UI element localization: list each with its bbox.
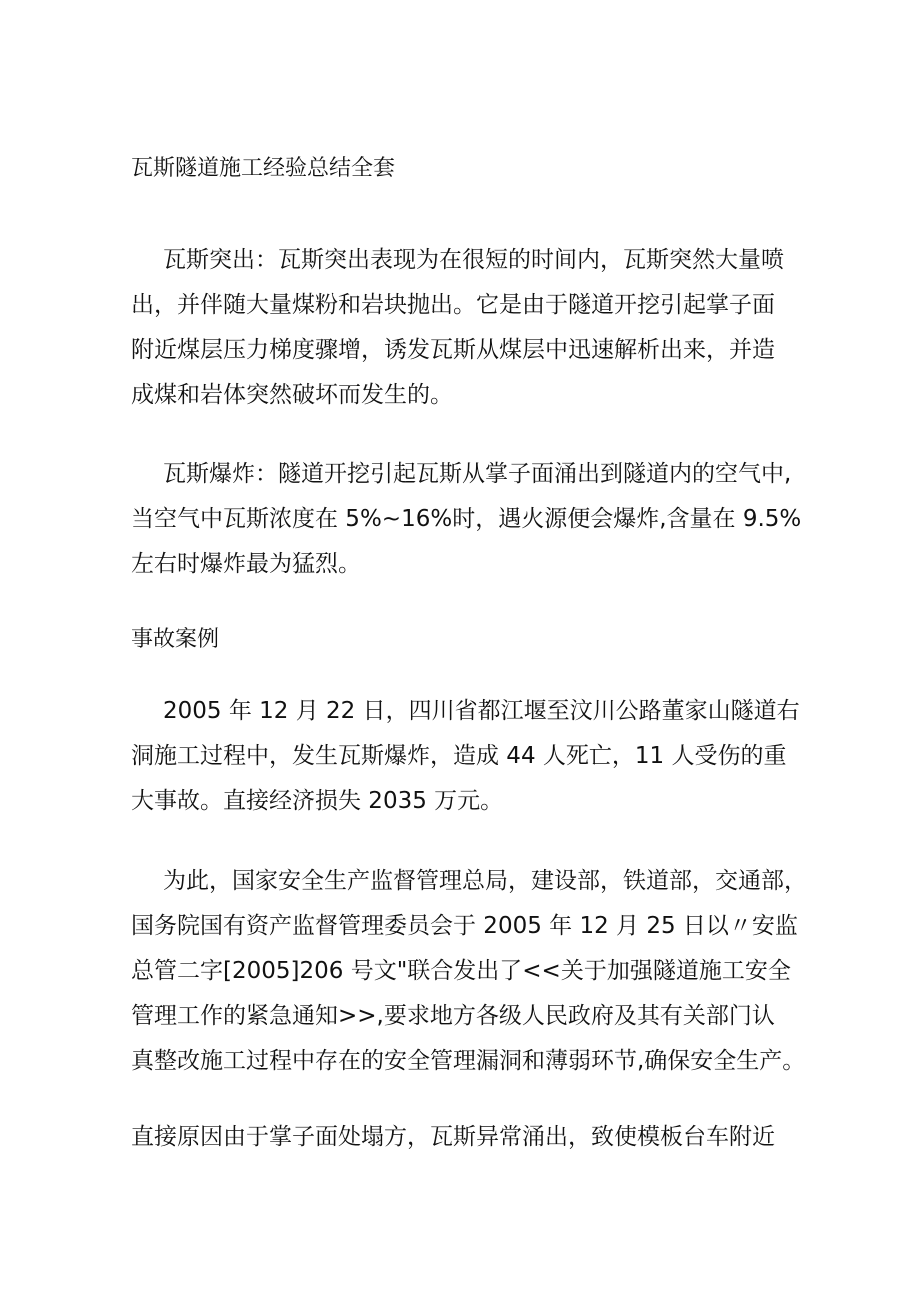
- text-line: 附近煤层压力梯度骤增，诱发瓦斯从煤层中迅速解析出来，并造: [131, 337, 775, 363]
- text-line: 左右时爆炸最为猛烈。: [131, 551, 361, 577]
- text-line: 直接原因由于掌子面处塌方，瓦斯异常涌出，致使模板台车附近: [131, 1124, 775, 1150]
- text-line: 管理工作的紧急通知>>,要求地方各级人民政府及其有关部门认: [131, 1003, 775, 1029]
- text-line: 当空气中瓦斯浓度在 5%~16%时，遇火源便会爆炸,含量在 9.5%: [131, 506, 802, 532]
- text-line: 国务院国有资产监督管理委员会于 2005 年 12 月 25 日以〃安监: [131, 913, 798, 939]
- text-line: 出，并伴随大量煤粉和岩块抛出。它是由于隧道开挖引起掌子面: [131, 292, 775, 318]
- text-line: 总管二字[2005]206 号文"联合发出了<<关于加强隧道施工安全: [131, 958, 791, 984]
- text-line: 大事故。直接经济损失 2035 万元。: [131, 788, 504, 814]
- text-line: 瓦斯爆炸：隧道开挖引起瓦斯从掌子面涌出到隧道内的空气中,: [163, 461, 792, 487]
- paragraph-direct-cause: [131, 1115, 796, 1160]
- paragraph-gas-explosion: [131, 452, 802, 587]
- paragraph-government-notice: [131, 859, 807, 1084]
- paragraph-case-2005: [131, 689, 800, 824]
- text-line: 成煤和岩体突然破坏而发生的。: [131, 382, 453, 408]
- text-line: 真整改施工过程中存在的安全管理漏洞和薄弱环节,确保安全生产。: [131, 1048, 806, 1074]
- section-heading-accident-cases: 事故案例: [131, 627, 220, 652]
- text-line: 瓦斯突出：瓦斯突出表现为在很短的时间内，瓦斯突然大量喷: [163, 247, 784, 273]
- text-line: 2005 年 12 月 22 日，四川省都江堰至汶川公路董家山隧道右: [163, 698, 800, 724]
- text-line: 为此，国家安全生产监督管理总局，建设部，铁道部，交通部，: [163, 868, 807, 894]
- text-line: 洞施工过程中，发生瓦斯爆炸，造成 44 人死亡，11 人受伤的重: [131, 743, 787, 769]
- document-title: 瓦斯隧道施工经验总结全套: [131, 156, 396, 181]
- paragraph-gas-outburst: [131, 238, 796, 418]
